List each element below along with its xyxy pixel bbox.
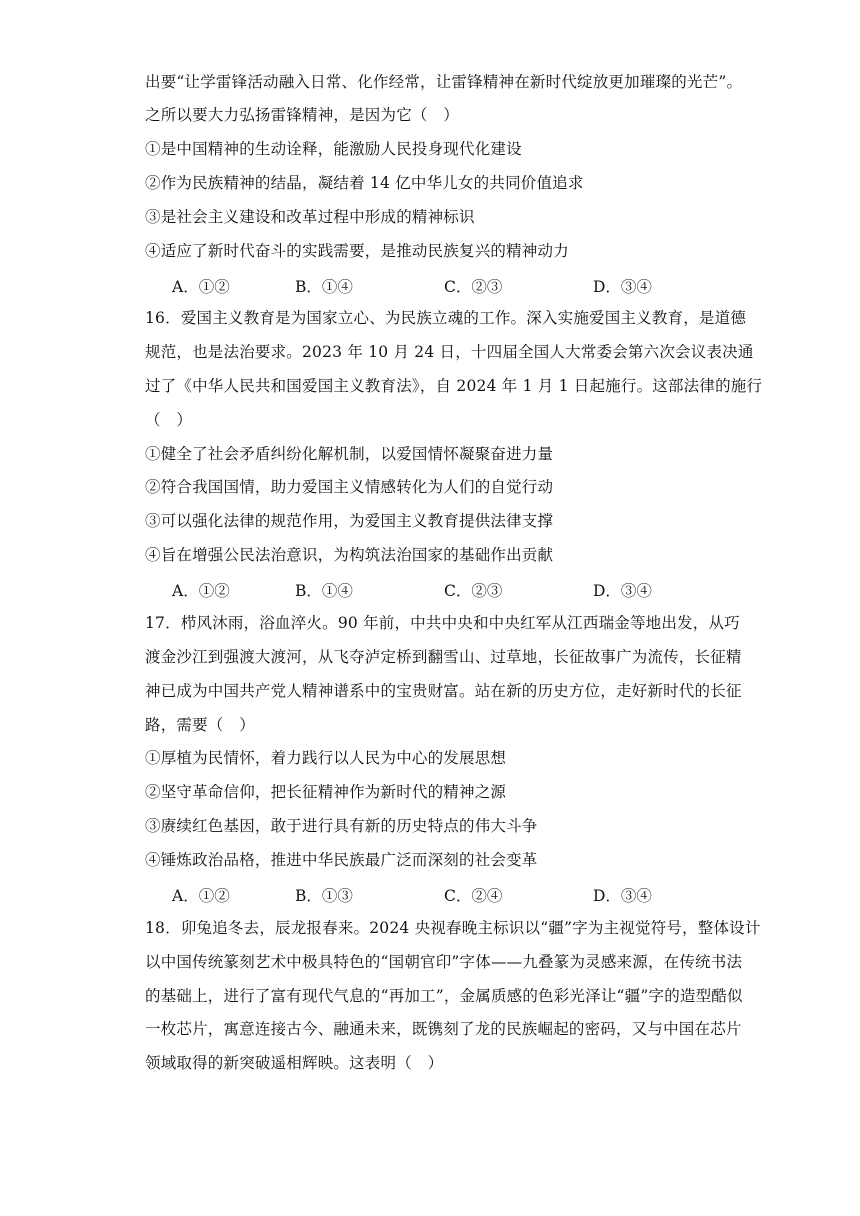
q15-statement-3: ③是社会主义建设和改革过程中形成的精神标识 — [145, 208, 475, 226]
q16-stem-line-1: 16．爱国主义教育是为国家立心、为民族立魂的工作。深入实施爱国主义教育，是道德 — [145, 309, 747, 327]
q15-line-2: 之所以要大力弘扬雷锋精神，是因为它（ ） — [145, 106, 460, 124]
q17-stem-line-3: 神已成为中国共产党人精神谱系中的宝贵财富。站在新的历史方位，走好新时代的长征 — [145, 682, 742, 700]
q17-option-b[interactable]: B．①③ — [295, 887, 353, 905]
q17-option-c[interactable]: C．②④ — [444, 887, 503, 905]
q17-option-a[interactable]: A．①② — [172, 887, 230, 905]
q17-option-d[interactable]: D．③④ — [593, 887, 652, 905]
q17-statement-3: ③赓续红色基因，敢于进行具有新的历史特点的伟大斗争 — [145, 817, 538, 835]
q16-statement-1: ①健全了社会矛盾纠纷化解机制，以爱国情怀凝聚奋进力量 — [145, 445, 554, 463]
q16-stem-line-3: 过了《中华人民共和国爱国主义教育法》，自 2024 年 1 月 1 日起施行。这部法律的施行 — [145, 377, 763, 395]
q16-option-c[interactable]: C．②③ — [444, 582, 503, 600]
q18-stem-line-5: 领域取得的新突破遥相辉映。这表明（ ） — [145, 1054, 444, 1072]
q18-stem-line-1: 18．卯兔追冬去，辰龙报春来。2024 央视春晚主标识以“疆”字为主视觉符号，整体设计 — [145, 919, 761, 937]
q16-options — [172, 579, 732, 599]
q15-statement-4: ④适应了新时代奋斗的实践需要，是推动民族复兴的精神动力 — [145, 242, 569, 260]
q15-statement-2: ②作为民族精神的结晶，凝结着 14 亿中华儿女的共同价值追求 — [145, 174, 584, 192]
q17-statement-1: ①厚植为民情怀，着力践行以人民为中心的发展思想 — [145, 749, 507, 767]
q15-option-b[interactable]: B．①④ — [295, 278, 353, 296]
q18-stem-line-2: 以中国传统篆刻艺术中极具特色的“国朝官印”字体——九叠篆为灵感来源，在传统书法 — [145, 953, 743, 971]
q17-statement-4: ④锤炼政治品格，推进中华民族最广泛而深刻的社会变革 — [145, 851, 538, 869]
q16-option-d[interactable]: D．③④ — [593, 582, 652, 600]
q15-option-a[interactable]: A．①② — [172, 278, 230, 296]
q16-stem-line-4: （ ） — [145, 411, 193, 429]
q15-line-1: 出要“让学雷锋活动融入日常、化作经常，让雷锋精神在新时代绽放更加璀璨的光芒”。 — [145, 73, 743, 91]
q16-statement-3: ③可以强化法律的规范作用，为爱国主义教育提供法律支撑 — [145, 512, 554, 530]
q15-option-d[interactable]: D．③④ — [593, 278, 652, 296]
q15-options — [172, 275, 732, 295]
q16-option-b[interactable]: B．①④ — [295, 582, 353, 600]
q17-stem-line-4: 路，需要（ ） — [145, 716, 255, 734]
q17-statement-2: ②坚守革命信仰，把长征精神作为新时代的精神之源 — [145, 783, 507, 801]
q16-option-a[interactable]: A．①② — [172, 582, 230, 600]
q16-stem-line-2: 规范，也是法治要求。2023 年 10 月 24 日，十四届全国人大常委会第六次会议表决通 — [145, 343, 754, 361]
q15-option-c[interactable]: C．②③ — [444, 278, 503, 296]
q17-stem-line-1: 17．栉风沐雨，浴血淬火。90 年前，中共中央和中央红军从江西瑞金等地出发，从巧 — [145, 614, 740, 632]
q17-options — [172, 884, 732, 904]
q17-stem-line-2: 渡金沙江到强渡大渡河，从飞夺泸定桥到翻雪山、过草地，长征故事广为流传，长征精 — [145, 648, 742, 666]
q18-stem-line-3: 的基础上，进行了富有现代气息的“再加工”，金属质感的色彩光泽让“疆”字的造型酷似 — [145, 987, 743, 1005]
q18-stem-line-4: 一枚芯片，寓意连接古今、融通未来，既镌刻了龙的民族崛起的密码，又与中国在芯片 — [145, 1020, 742, 1038]
q16-statement-4: ④旨在增强公民法治意识，为构筑法治国家的基础作出贡献 — [145, 546, 554, 564]
q16-statement-2: ②符合我国国情，助力爱国主义情感转化为人们的自觉行动 — [145, 478, 554, 496]
q15-statement-1: ①是中国精神的生动诠释，能激励人民投身现代化建设 — [145, 140, 522, 158]
